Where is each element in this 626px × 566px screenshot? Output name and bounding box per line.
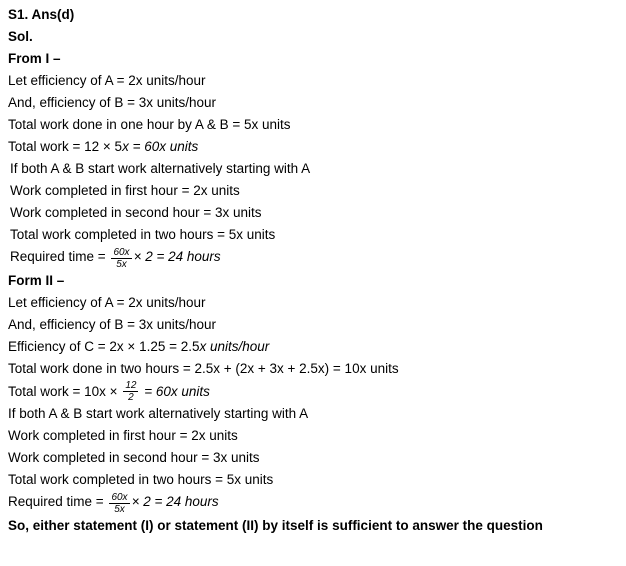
form-2-line-1: Let efficiency of A = 2x units/hour xyxy=(8,295,206,310)
form-2-line-4: Total work done in two hours = 2.5x + (2x + 3x + 2.5x) = 10x units xyxy=(8,361,399,376)
form-2-line-3 xyxy=(8,336,616,358)
form-1-fraction-numerator: 60x xyxy=(113,247,130,258)
form-2-line-5 xyxy=(8,380,616,403)
form-2-fraction-numerator-2: 60x xyxy=(111,492,128,503)
form-2-heading: Form II – xyxy=(8,273,65,288)
form-1-line-9 xyxy=(8,246,616,270)
form-1-line-4-units: units xyxy=(165,139,199,154)
form-2-line-2: And, efficiency of B = 3x units/hour xyxy=(8,317,216,332)
form-1-line-6: Work completed in first hour = 2x units xyxy=(10,183,240,198)
form-1-required-time-label: Required time = xyxy=(10,249,110,264)
form-1-line-4-var: x xyxy=(122,139,129,154)
form-1-heading: From I – xyxy=(8,51,61,66)
form-2-line-3-pre: Efficiency of C = 2x × 1.25 = 2.5 xyxy=(8,339,200,354)
form-1-line-4-pre: Total work = 12 × 5 xyxy=(8,139,123,154)
form-2-line-3-units: units/hour xyxy=(206,339,270,354)
form-2-line-5-pre: Total work = 10x × xyxy=(8,384,122,399)
form-1-line-2: And, efficiency of B = 3x units/hour xyxy=(8,95,216,110)
form-1-fraction xyxy=(111,247,131,270)
form-2-line-10-post: × 2 = 24 xyxy=(131,494,185,509)
form-2-fraction xyxy=(109,492,129,515)
form-2-fraction-numerator: 12 xyxy=(125,380,137,391)
form-2-line-3-var: x xyxy=(199,339,207,354)
form-1-line-8: Total work completed in two hours = 5x units xyxy=(10,227,276,242)
form-1-fraction-denominator: 5x xyxy=(116,259,127,270)
form-1-line-9-units: hours xyxy=(186,249,221,264)
form-2-line-10 xyxy=(8,491,616,515)
form-2-line-9: Total work completed in two hours = 5x units xyxy=(8,472,274,487)
form-2-fraction-denominator: 2 xyxy=(128,392,134,403)
form-2-line-10-units: hours xyxy=(184,494,219,509)
form-1-line-7: Work completed in second hour = 3x units xyxy=(10,205,262,220)
form-1-line-1: Let efficiency of A = 2x units/hour xyxy=(8,73,206,88)
form-1-line-4-post: = 60 xyxy=(128,139,160,154)
form-2-fraction-twelve-halves xyxy=(123,380,138,403)
form-1-line-9-post: × 2 = 24 xyxy=(133,249,187,264)
sol-label: Sol. xyxy=(8,29,33,44)
answer-label: S1. Ans(d) xyxy=(8,7,75,22)
form-1-line-4-var2: x xyxy=(159,139,166,154)
form-2-line-5-units: units xyxy=(177,384,210,399)
form-2-line-5-post: = 60 xyxy=(140,384,171,399)
form-2-required-time-label: Required time = xyxy=(8,494,108,509)
form-2-line-8: Work completed in second hour = 3x units xyxy=(8,450,260,465)
form-2-line-6: If both A & B start work alternatively starting with A xyxy=(8,406,309,421)
form-1-line-5: If both A & B start work alternatively starting with A xyxy=(10,161,311,176)
form-2-fraction-denominator-2: 5x xyxy=(114,504,125,515)
conclusion-statement: So, either statement (I) or statement (II) by itself is sufficient to answer the question xyxy=(8,518,543,533)
form-1-line-4 xyxy=(8,136,616,158)
form-2-line-7: Work completed in first hour = 2x units xyxy=(8,428,238,443)
form-2-line-5-var: x xyxy=(170,384,178,399)
form-1-line-3: Total work done in one hour by A & B = 5x units xyxy=(8,117,291,132)
